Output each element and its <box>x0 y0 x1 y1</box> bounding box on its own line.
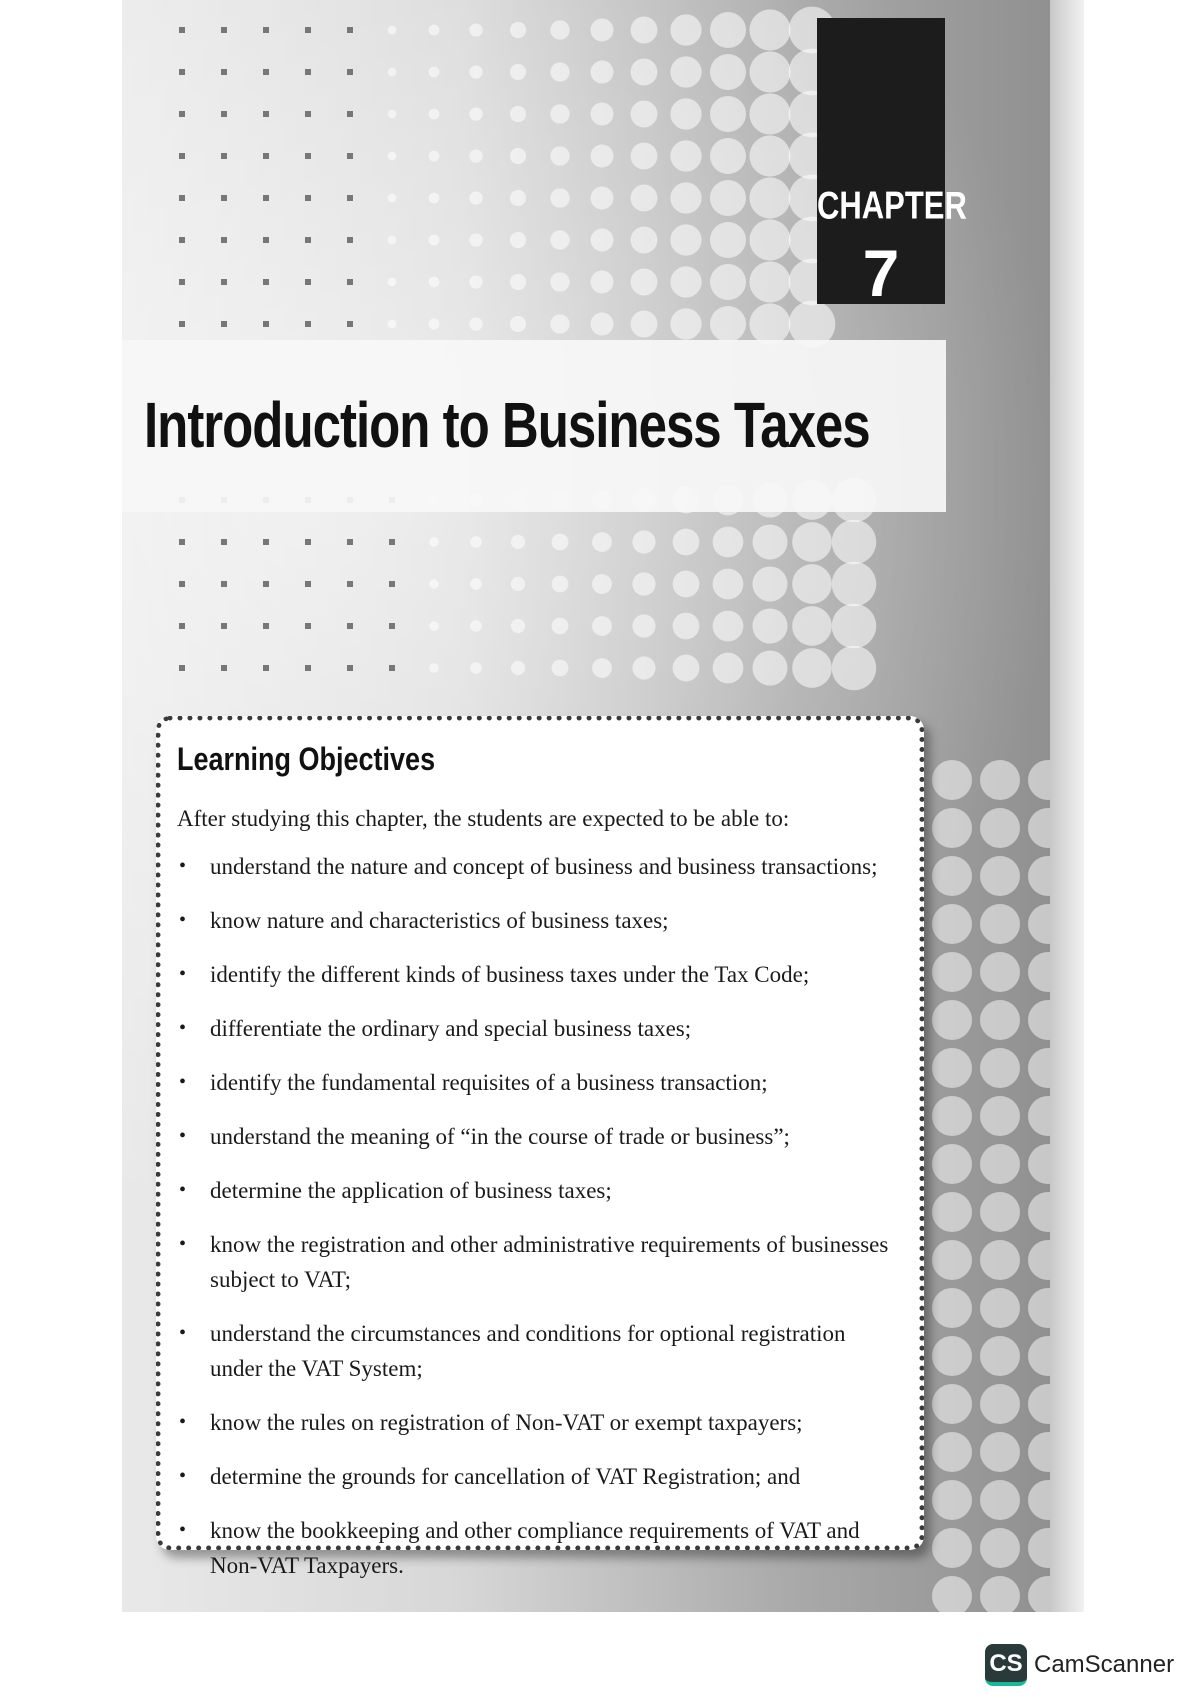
halftone-dot <box>179 539 185 545</box>
chapter-badge <box>817 18 967 310</box>
halftone-dot <box>388 68 397 77</box>
halftone-dot <box>347 69 353 75</box>
halftone-dot <box>179 111 185 117</box>
halftone-dot <box>388 236 397 245</box>
halftone-dot <box>469 233 482 246</box>
halftone-dot <box>510 64 526 80</box>
halftone-dot <box>221 539 227 545</box>
halftone-dot <box>980 952 1020 992</box>
halftone-dot <box>179 665 185 671</box>
halftone-dot <box>429 235 440 246</box>
list-item <box>177 1011 897 1046</box>
halftone-dot <box>752 608 787 643</box>
objective-text: differentiate the ordinary and special business taxes; <box>210 1016 692 1041</box>
halftone-dot <box>932 808 972 848</box>
halftone-dot <box>631 101 658 128</box>
halftone-dot <box>179 237 185 243</box>
halftone-dot <box>713 569 744 600</box>
halftone-dot <box>511 619 525 633</box>
book-page <box>122 0 1084 1612</box>
list-item <box>177 1227 897 1297</box>
halftone-dot <box>980 1432 1020 1472</box>
halftone-dot <box>591 187 614 210</box>
halftone-dot <box>263 69 269 75</box>
halftone-dot <box>388 152 397 161</box>
bullet-icon: • <box>179 963 187 985</box>
halftone-dot <box>670 308 701 339</box>
halftone-dot <box>305 279 311 285</box>
bullet-icon: • <box>179 1411 187 1433</box>
chapter-title: Introduction to Business Taxes <box>144 389 870 461</box>
halftone-dot <box>932 1192 972 1232</box>
halftone-dot <box>470 662 482 674</box>
halftone-dot <box>510 316 526 332</box>
halftone-dot <box>263 237 269 243</box>
halftone-dot <box>552 534 569 551</box>
halftone-dot <box>792 522 832 562</box>
list-item <box>177 849 897 884</box>
halftone-dot <box>631 59 658 86</box>
halftone-dot <box>932 1288 972 1328</box>
halftone-dot <box>980 760 1020 800</box>
halftone-dot <box>510 190 526 206</box>
list-item <box>177 1065 897 1100</box>
halftone-dot <box>305 111 311 117</box>
halftone-dot <box>347 27 353 33</box>
halftone-dot <box>347 539 353 545</box>
objective-text: understand the nature and concept of business and business transactions; <box>210 854 878 879</box>
halftone-dot <box>980 1048 1020 1088</box>
halftone-dot <box>179 623 185 629</box>
halftone-dot <box>632 656 655 679</box>
halftone-dot <box>388 110 397 119</box>
halftone-dot <box>631 227 658 254</box>
halftone-dot <box>713 527 744 558</box>
halftone-dot <box>752 650 787 685</box>
objective-text: determine the grounds for cancellation of VAT Registration; and <box>210 1464 801 1489</box>
halftone-dot <box>470 620 482 632</box>
halftone-dot <box>749 93 790 134</box>
halftone-dot <box>510 274 526 290</box>
halftone-dot <box>347 665 353 671</box>
halftone-dot <box>429 537 439 547</box>
halftone-dot <box>832 646 877 691</box>
halftone-dot <box>670 182 701 213</box>
halftone-dot <box>552 618 569 635</box>
halftone-dot <box>591 103 614 126</box>
halftone-dot <box>179 195 185 201</box>
halftone-dot <box>749 177 790 218</box>
halftone-dot <box>550 272 569 291</box>
halftone-dot <box>670 266 701 297</box>
halftone-dot <box>632 572 655 595</box>
halftone-dot <box>591 19 614 42</box>
halftone-dot <box>347 195 353 201</box>
halftone-dot <box>469 317 482 330</box>
halftone-dot <box>710 222 746 258</box>
halftone-dot <box>305 581 311 587</box>
bullet-icon: • <box>179 1519 187 1541</box>
halftone-dot <box>673 529 700 556</box>
halftone-dot <box>263 539 269 545</box>
chapter-number: 7 <box>862 236 900 310</box>
halftone-dot <box>792 648 832 688</box>
halftone-dot <box>221 27 227 33</box>
halftone-dot <box>429 151 440 162</box>
halftone-dot <box>179 27 185 33</box>
halftone-dot <box>550 230 569 249</box>
halftone-dot <box>592 616 612 636</box>
bullet-icon: • <box>179 1125 187 1147</box>
learning-objectives-box <box>156 716 924 1578</box>
halftone-dot <box>552 576 569 593</box>
halftone-dot <box>263 195 269 201</box>
camscanner-watermark: CamScanner <box>1034 1651 1175 1678</box>
halftone-dot <box>552 660 569 677</box>
halftone-dot <box>429 277 440 288</box>
halftone-dot <box>749 51 790 92</box>
halftone-dot <box>429 319 440 330</box>
halftone-dot <box>470 536 482 548</box>
list-item <box>177 1316 897 1386</box>
halftone-dot <box>980 808 1020 848</box>
list-item <box>177 1173 897 1208</box>
halftone-dot <box>832 604 877 649</box>
halftone-dot <box>469 149 482 162</box>
halftone-dot <box>980 1336 1020 1376</box>
bullet-icon: • <box>179 909 187 931</box>
halftone-dot <box>263 27 269 33</box>
halftone-dot <box>263 111 269 117</box>
halftone-dot <box>670 98 701 129</box>
halftone-dot <box>305 69 311 75</box>
halftone-dot <box>980 856 1020 896</box>
halftone-dot <box>980 1240 1020 1280</box>
halftone-dot <box>980 1384 1020 1424</box>
halftone-dot <box>221 111 227 117</box>
halftone-dot <box>347 237 353 243</box>
halftone-dot <box>389 539 395 545</box>
halftone-dot <box>932 1096 972 1136</box>
halftone-dot <box>710 180 746 216</box>
bullet-icon: • <box>179 1017 187 1039</box>
list-item <box>177 903 897 938</box>
halftone-dot <box>670 140 701 171</box>
halftone-dot <box>592 658 612 678</box>
halftone-dot <box>932 1576 972 1612</box>
halftone-dot <box>713 653 744 684</box>
halftone-dot <box>980 1576 1020 1612</box>
halftone-dot <box>469 275 482 288</box>
halftone-dot <box>980 1096 1020 1136</box>
bullet-icon: • <box>179 1233 187 1255</box>
halftone-dot <box>429 663 439 673</box>
halftone-dot <box>221 195 227 201</box>
camscanner-logo-icon: CS <box>985 1644 1027 1686</box>
halftone-dot <box>305 539 311 545</box>
halftone-dot <box>832 562 877 607</box>
list-item <box>177 957 897 992</box>
halftone-dot <box>305 623 311 629</box>
halftone-dot <box>932 1480 972 1520</box>
halftone-dot <box>932 1048 972 1088</box>
halftone-dot <box>469 107 482 120</box>
list-item <box>177 1119 897 1154</box>
halftone-dot <box>221 321 227 327</box>
halftone-dot <box>932 1000 972 1040</box>
objective-text: determine the application of business taxes; <box>210 1178 612 1203</box>
halftone-dot <box>932 1144 972 1184</box>
halftone-dot <box>305 237 311 243</box>
halftone-dot <box>347 279 353 285</box>
halftone-dot <box>511 661 525 675</box>
halftone-dot <box>305 153 311 159</box>
halftone-dot <box>550 146 569 165</box>
objective-text: know the rules on registration of Non-VAT or exempt taxpayers; <box>210 1410 803 1435</box>
halftone-dot <box>388 194 397 203</box>
halftone-dot <box>980 904 1020 944</box>
halftone-dot <box>632 614 655 637</box>
halftone-dot <box>511 577 525 591</box>
halftone-dot <box>429 25 440 36</box>
halftone-dot <box>550 104 569 123</box>
halftone-dot <box>221 153 227 159</box>
halftone-dot <box>469 191 482 204</box>
halftone-dot <box>752 566 787 601</box>
halftone-dot <box>631 311 658 338</box>
halftone-dot <box>389 623 395 629</box>
halftone-dot <box>592 532 612 552</box>
halftone-dot <box>388 26 397 35</box>
halftone-dot <box>631 17 658 44</box>
halftone-dot <box>305 321 311 327</box>
halftone-dot <box>221 237 227 243</box>
halftone-dot <box>388 278 397 287</box>
halftone-dot <box>263 279 269 285</box>
halftone-dot <box>710 54 746 90</box>
halftone-dot <box>221 665 227 671</box>
halftone-dot <box>179 321 185 327</box>
halftone-dot <box>469 65 482 78</box>
halftone-dot <box>389 665 395 671</box>
halftone-dot <box>510 106 526 122</box>
halftone-dot <box>792 564 832 604</box>
halftone-dot <box>932 1432 972 1472</box>
halftone-dot <box>305 195 311 201</box>
halftone-dot <box>221 69 227 75</box>
objectives-list <box>177 849 897 1602</box>
halftone-dot <box>429 109 440 120</box>
halftone-dot <box>980 1480 1020 1520</box>
halftone-dot <box>591 61 614 84</box>
list-item <box>177 1513 897 1583</box>
halftone-dot <box>305 27 311 33</box>
halftone-dot <box>713 611 744 642</box>
halftone-dot <box>469 23 482 36</box>
bullet-icon: • <box>179 1071 187 1093</box>
halftone-dot <box>389 581 395 587</box>
halftone-dot <box>221 623 227 629</box>
halftone-dot <box>347 153 353 159</box>
objectives-intro: After studying this chapter, the students are expected to be able to: <box>177 806 790 831</box>
halftone-dot <box>179 153 185 159</box>
halftone-dot <box>932 904 972 944</box>
halftone-dot <box>980 1192 1020 1232</box>
halftone-dot <box>221 581 227 587</box>
halftone-dot <box>710 306 746 342</box>
halftone-dot <box>749 303 790 344</box>
halftone-dot <box>749 135 790 176</box>
halftone-dot <box>631 185 658 212</box>
halftone-dot <box>980 1288 1020 1328</box>
halftone-dot <box>752 524 787 559</box>
halftone-dot <box>347 111 353 117</box>
halftone-dot <box>980 1000 1020 1040</box>
halftone-dot <box>932 1528 972 1568</box>
objective-text: identify the different kinds of business taxes under the Tax Code; <box>210 962 810 987</box>
halftone-dot <box>932 856 972 896</box>
halftone-dot <box>510 22 526 38</box>
halftone-dot <box>550 314 569 333</box>
halftone-dot <box>179 69 185 75</box>
halftone-dot <box>347 581 353 587</box>
halftone-dot <box>932 1384 972 1424</box>
bullet-icon: • <box>179 1322 187 1344</box>
halftone-dot <box>429 193 440 204</box>
page-edge <box>1050 0 1084 1612</box>
halftone-dot <box>673 571 700 598</box>
halftone-dot <box>710 12 746 48</box>
halftone-dot <box>932 952 972 992</box>
objectives-heading: Learning Objectives <box>177 741 436 777</box>
objective-text: know the bookkeeping and other compliance requirements of VAT and Non-VAT Taxpayers. <box>210 1518 860 1578</box>
halftone-dot <box>749 219 790 260</box>
bullet-icon: • <box>179 1465 187 1487</box>
halftone-dot <box>932 760 972 800</box>
list-item <box>177 1459 897 1494</box>
halftone-dot <box>631 269 658 296</box>
halftone-dot <box>673 613 700 640</box>
objective-text: understand the meaning of “in the course of trade or business”; <box>210 1124 790 1149</box>
chapter-label: CHAPTER <box>817 183 967 228</box>
halftone-dot <box>710 96 746 132</box>
halftone-dot <box>670 14 701 45</box>
bullet-icon: • <box>179 1179 187 1201</box>
halftone-dot <box>591 229 614 252</box>
halftone-dot <box>263 623 269 629</box>
halftone-dot <box>263 321 269 327</box>
halftone-dot <box>591 313 614 336</box>
halftone-dot <box>631 143 658 170</box>
list-item <box>177 1405 897 1440</box>
halftone-dot <box>470 578 482 590</box>
halftone-dot <box>710 138 746 174</box>
halftone-dot <box>221 279 227 285</box>
halftone-dot <box>792 606 832 646</box>
halftone-dot <box>263 581 269 587</box>
halftone-dot <box>980 1528 1020 1568</box>
halftone-dot <box>710 264 746 300</box>
halftone-dot <box>263 665 269 671</box>
halftone-dot <box>670 224 701 255</box>
objective-text: identify the fundamental requisites of a business transaction; <box>210 1070 768 1095</box>
halftone-dot <box>347 321 353 327</box>
halftone-dot <box>305 665 311 671</box>
halftone-dot <box>347 623 353 629</box>
halftone-dot <box>550 62 569 81</box>
halftone-dot <box>632 530 655 553</box>
halftone-dot <box>670 56 701 87</box>
halftone-dot <box>429 579 439 589</box>
halftone-dot <box>388 320 397 329</box>
objective-text: know the registration and other administrative requirements of businesses subject to VAT; <box>210 1232 889 1292</box>
halftone-dot <box>179 581 185 587</box>
halftone-dot <box>749 261 790 302</box>
bullet-icon: • <box>179 855 187 877</box>
halftone-dot <box>429 67 440 78</box>
halftone-dot <box>179 279 185 285</box>
halftone-dot <box>550 188 569 207</box>
halftone-dot <box>673 655 700 682</box>
halftone-dot <box>832 520 877 565</box>
halftone-dot <box>592 574 612 594</box>
halftone-dot <box>591 145 614 168</box>
halftone-dot <box>550 20 569 39</box>
halftone-dot <box>510 232 526 248</box>
halftone-dot <box>591 271 614 294</box>
objective-text: know nature and characteristics of business taxes; <box>210 908 669 933</box>
halftone-dot <box>932 1240 972 1280</box>
halftone-dot <box>932 1336 972 1376</box>
halftone-dot <box>980 1144 1020 1184</box>
objective-text: understand the circumstances and conditions for optional registration under the VAT System; <box>210 1321 846 1381</box>
halftone-dot <box>510 148 526 164</box>
halftone-dot <box>429 621 439 631</box>
halftone-dot <box>749 9 790 50</box>
halftone-dot <box>263 153 269 159</box>
halftone-dot <box>511 535 525 549</box>
